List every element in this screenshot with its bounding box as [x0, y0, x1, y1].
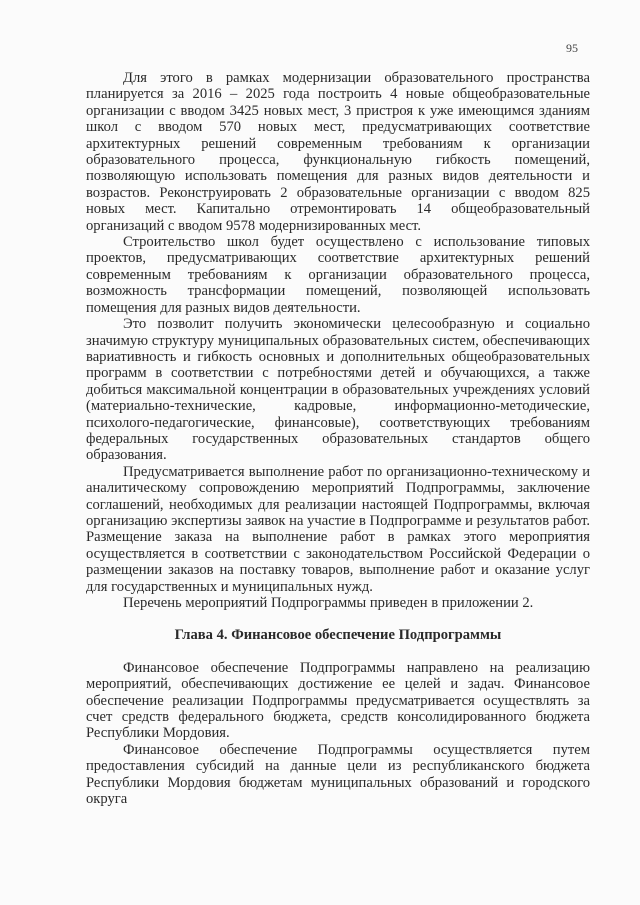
paragraph-support-works: Предусматривается выполнение работ по организационно-техническому и аналитическому сопровождению мероприятий Подпрограммы, заключение соглашений, необходимых для реализации настоящей Подпрограммы, включая организацию экспертизы заявок на участие в Подпрограмме и результатов работ. Размещение заказа на выполнение работ в рамках этого мероприятия осуществляется в соответствии с законодательством Российской Федерации о размещении заказов на поставку товаров, выполнение работ и оказание услуг для государственных и муниципальных нужд.: [86, 463, 590, 595]
paragraph-subsidies: Финансовое обеспечение Подпрограммы осуществляется путем предоставления субсидий на данные цели из республиканского бюджета Республики Мордовия бюджетам муниципальных образований и городского округа: [86, 741, 590, 808]
paragraph-activities-list: Перечень мероприятий Подпрограммы приведен в приложении 2.: [123, 595, 534, 611]
paragraph-school-construction: Строительство школ будет осуществлено с использование типовых проектов, предусматривающих соответствие архитектурных решений современным требованиям к организации образовательного процесса, возможность трансформации помещений, позволяющей использовать помещения для разных видов деятельности.: [86, 234, 590, 316]
page-body: [86, 70, 590, 807]
paragraph-structure: Это позволит получить экономически целесообразную и социально значимую структуру муниципальных образовательных систем, обеспечивающих вариативность и гибкость основных и дополнительных общеобразовательных программ в соответствии с потребностями детей и обучающихся, а также добиться максимальной концентрации в образовательных учреждениях условий (материально-технические, кадровые, информационно-методические, психолого-педагогические, финансовые), соответствующих требованиям федеральных государственных образовательных стандартов общего образования.: [86, 316, 590, 464]
paragraph-modernization: Для этого в рамках модернизации образовательного пространства планируется за 2016 – 2025 года построить 4 новые общеобразовательные организации с вводом 3425 новых мест, 3 пристроя к уже имеющимся зданиям школ с вводом 570 новых мест, предусматривающих соответствие архитектурных решений современным требованиям к организации образовательного процесса, функциональную гибкость помещений, позволяющую использовать помещения для разных видов деятельности и возрастов. Реконструировать 2 образовательные организации с вводом 825 новых мест. Капитально отремонтировать 14 общеобразовательный организаций с вводом 9578 модернизированных мест.: [86, 70, 590, 234]
paragraph-financing: Финансовое обеспечение Подпрограммы направлено на реализацию мероприятий, обеспечивающих достижение ее целей и задач. Финансовое обеспечение реализации Подпрограммы предусматривается осуществлять за счет средств федерального бюджета, средств консолидированного бюджета Республики Мордовия.: [86, 659, 590, 742]
page-number: 95: [566, 41, 578, 55]
chapter-heading: Глава 4. Финансовое обеспечение Подпрограммы: [174, 627, 502, 644]
